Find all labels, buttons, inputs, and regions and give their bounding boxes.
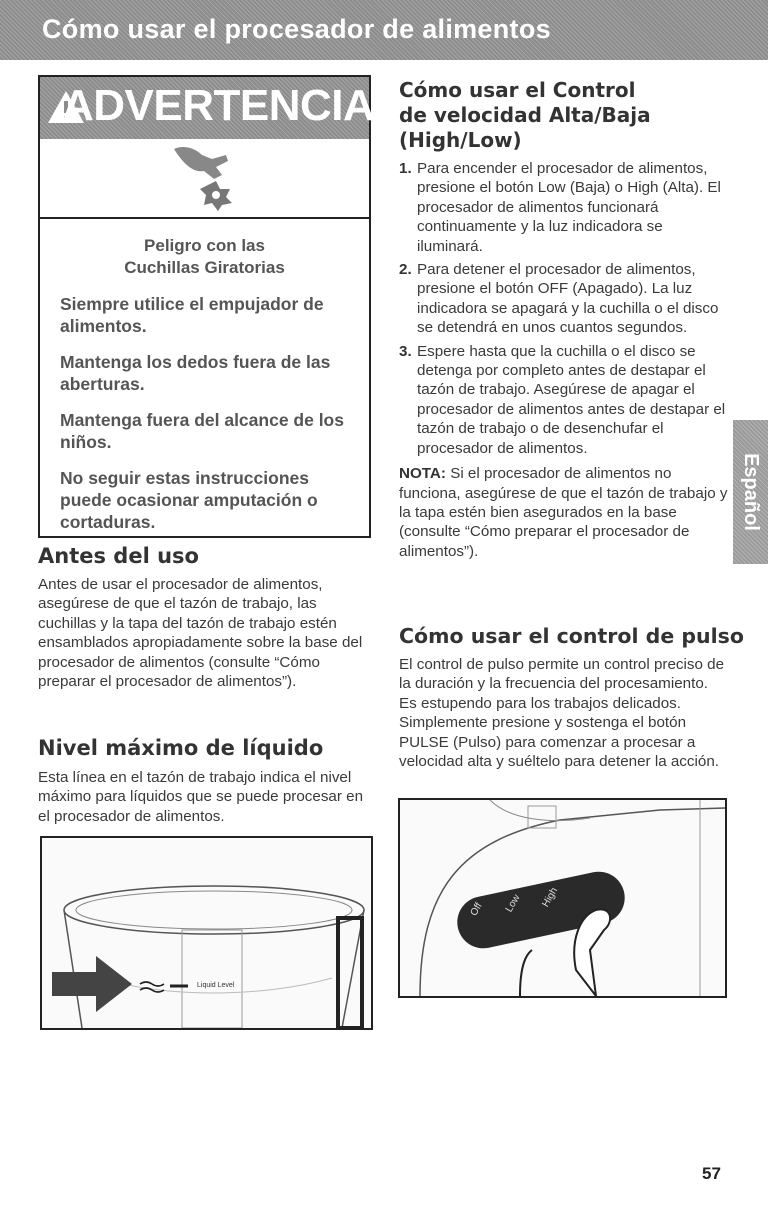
warning-line: No seguir estas instrucciones puede ocasionar amputación o cortaduras.: [60, 468, 318, 532]
velocidad-heading-line-1: Cómo usar el Control: [399, 78, 636, 102]
control-panel-figure: [398, 798, 727, 998]
list-item: [399, 159, 729, 256]
warning-line: Mantenga los dedos fuera de las aberturas.: [60, 352, 331, 394]
step-number: 1.: [399, 160, 412, 177]
bowl-figure: [40, 836, 373, 1030]
warning-line: Mantenga fuera del alcance de los niños.: [60, 410, 344, 452]
pulso-heading: Cómo usar el control de pulso: [399, 624, 744, 648]
panel-off-label: Off: [468, 901, 485, 918]
panel-low-label: Low: [503, 892, 523, 915]
work-bowl-illustration: [42, 838, 371, 1028]
nivel-heading: Nivel máximo de líquido: [38, 736, 324, 760]
velocidad-heading: [399, 78, 651, 153]
danger-line-1: Peligro con las: [144, 236, 265, 255]
antes-heading: Antes del uso: [38, 544, 199, 568]
step-number: 2.: [399, 261, 412, 279]
banner-title: Cómo usar el procesador de alimentos: [42, 14, 551, 44]
list-item: [399, 260, 729, 338]
warning-text: [40, 219, 369, 533]
control-panel-illustration: [400, 800, 725, 996]
page-banner: [0, 0, 768, 60]
danger-line-2: Cuchillas Giratorias: [124, 258, 285, 277]
warning-header: [40, 77, 375, 139]
velocidad-heading-line-3: (High/Low): [399, 128, 522, 152]
nivel-body: Esta línea en el tazón de trabajo indica el nivel máximo para líquidos que se puede procesar en el procesador de alimentos.: [38, 769, 364, 825]
pulso-body: El control de pulso permite un control preciso de la duración y la frecuencia del procesamiento. Es estupendo para los trabajos delicados. Simplemente presione y sostenga el botón PULSE (Pulso) para comenzar a procesar a velocidad alta y suéltelo para detener la acción.: [399, 656, 725, 771]
warning-illustration: [40, 139, 369, 219]
step-number: 3.: [399, 342, 412, 360]
warning-line: Siempre utilice el empujador de alimentos.: [60, 294, 324, 336]
language-side-tab: [733, 420, 768, 564]
page-number: 57: [702, 1164, 721, 1183]
velocidad-heading-line-2: de velocidad Alta/Baja: [399, 103, 651, 127]
warning-box: [38, 75, 375, 538]
step-text: Para encender el procesador de alimentos, presione el botón Low (Baja) o High (Alta). El procesador de alimentos funcionará continuamente y la luz indicadora se iluminará.: [417, 160, 721, 255]
panel-high-label: High: [540, 885, 561, 910]
note-paragraph: [399, 464, 729, 561]
velocidad-steps: [399, 159, 729, 561]
step-text: Espere hasta que la cuchilla o el disco se detenga por completo antes de destapar el tazón de trabajo. Asegúrese de apagar el procesador de alimentos antes de destapar el tazón de trabajo o de desenchufar el procesador de alimentos.: [417, 342, 726, 457]
antes-body: Antes de usar el procesador de alimentos, asegúrese de que el tazón de trabajo, las cuchillas y la tapa del tazón de trabajo estén ensamblados apropiadamente sobre la base del procesador de alimentos (consulte “Cómo preparar el procesador de alimentos”).: [38, 576, 363, 691]
warning-title: ADVERTENCIA: [62, 81, 375, 130]
note-label: NOTA:: [399, 465, 446, 483]
side-tab-label: Español: [740, 453, 762, 531]
step-text: Para detener el procesador de alimentos, presione el botón OFF (Apagado). La luz indicadora se apagará y la cuchilla o el disco se detendrá en unos cuantos segundos.: [417, 261, 719, 337]
hand-blade-icon: [168, 141, 248, 213]
note-text: Si el procesador de alimentos no funciona, asegúrese de que el tazón de trabajo y la tapa estén bien asegurados en la base (consulte “Cómo preparar el procesador de alimentos”).: [399, 465, 728, 560]
list-item: [399, 342, 729, 458]
liquid-level-label: Liquid Level: [197, 982, 235, 989]
danger-heading: [40, 235, 369, 279]
